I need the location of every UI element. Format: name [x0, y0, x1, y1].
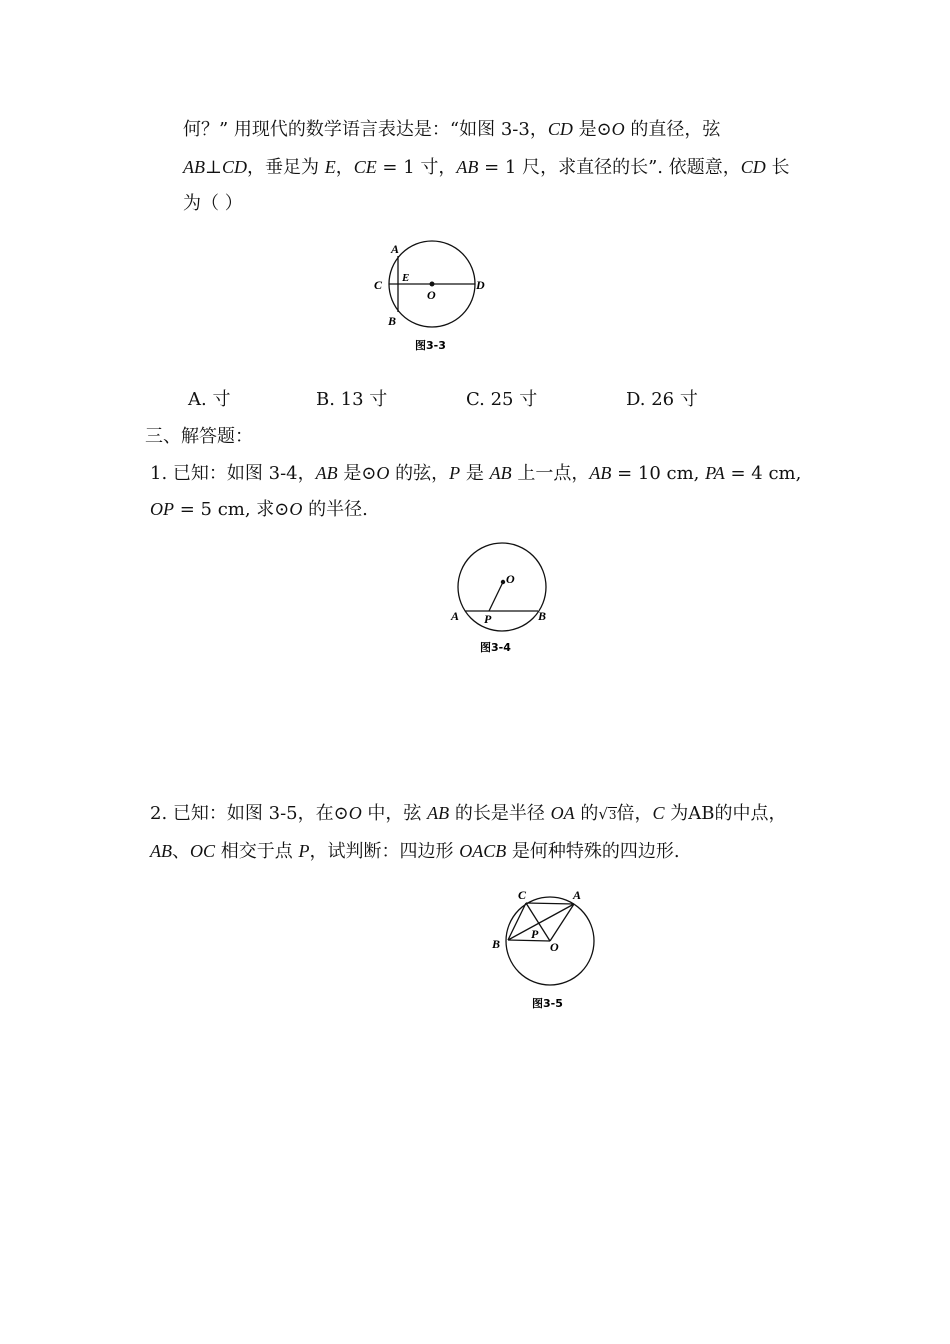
segment-ao — [550, 904, 574, 941]
center-dot — [430, 282, 435, 287]
q2-line-2: AB、OC 相交于点 P，试判断：四边形 OACB 是何种特殊的四边形. — [150, 841, 680, 862]
label-c: C — [374, 278, 383, 292]
segment-op — [489, 582, 503, 611]
figure-3-4 — [440, 538, 565, 660]
label-p: P — [531, 927, 539, 941]
label-o: O — [506, 572, 515, 586]
label-o: O — [550, 940, 559, 954]
caption: 图3-3 — [415, 339, 446, 352]
caption: 图3-4 — [480, 641, 511, 654]
figure-3-3 — [360, 235, 500, 360]
label-a: A — [573, 888, 582, 902]
label-b: B — [388, 314, 397, 328]
label-o: O — [427, 288, 436, 302]
figure-3-5 — [488, 885, 608, 1015]
segment-bo — [508, 940, 550, 941]
label-c: C — [518, 888, 527, 902]
circle-o — [458, 543, 546, 631]
caption: 图3-5 — [532, 997, 563, 1010]
label-b: B — [538, 609, 547, 623]
option-b: B. 13 寸 — [316, 389, 388, 410]
q1-line-2: OP = 5 cm, 求⊙O 的半径. — [150, 499, 368, 520]
label-d: D — [476, 278, 485, 292]
problem-text-line-2: AB⊥CD，垂足为 E，CE = 1 寸，AB = 1 尺，求直径的长”. 依题意，CD 长 — [183, 157, 790, 178]
label-p: P — [484, 612, 492, 626]
chord-ab — [508, 904, 574, 940]
section-title: 三、解答题： — [145, 426, 253, 447]
option-d: D. 26 寸 — [626, 389, 698, 410]
segment-ca — [526, 903, 574, 904]
center-dot — [501, 580, 505, 584]
option-a: A. 寸 — [188, 389, 231, 410]
label-e: E — [402, 272, 410, 284]
sqrt-three: √3 — [598, 805, 617, 823]
problem-text-line-1: 何？” 用现代的数学语言表达是：“如图 3-3，CD 是⊙O 的直径，弦 — [183, 119, 721, 140]
label-b: B — [492, 937, 501, 951]
label-a: A — [451, 609, 460, 623]
problem-text-line-3: 为（ ） — [183, 193, 243, 214]
label-a: A — [391, 242, 400, 256]
q2-line-1: 2. 已知：如图 3-5，在⊙O 中，弦 AB 的长是半径 OA 的√3倍，C 为AB的中点， — [150, 803, 787, 824]
q1-line-1: 1. 已知：如图 3-4，AB 是⊙O 的弦，P 是 AB 上一点，AB = 10 cm, PA = 4 cm, — [150, 463, 802, 484]
option-c: C. 25 寸 — [466, 389, 538, 410]
